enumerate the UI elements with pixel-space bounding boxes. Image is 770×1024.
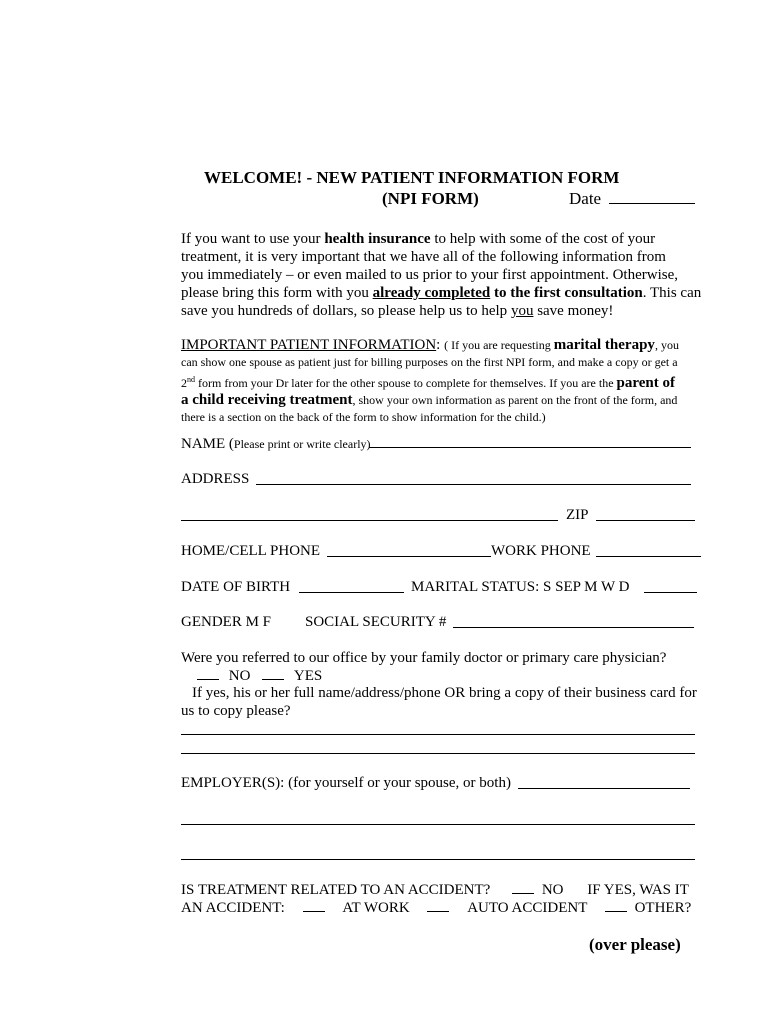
- ssn-label: SOCIAL SECURITY #: [305, 614, 447, 630]
- name-field[interactable]: NAME (Please print or write clearly): [181, 436, 371, 452]
- marital-status-label: MARITAL STATUS: S SEP M W D: [411, 579, 630, 595]
- referral-details-l1: If yes, his or her full name/address/phone OR bring a copy of their business card for: [192, 685, 697, 701]
- dob-label: DATE OF BIRTH: [181, 579, 291, 595]
- referral-no-blank[interactable]: [197, 666, 219, 680]
- intro-paragraph: If you want to use your health insurance to help with some of the cost of your treatment, it is very important that we have all of the following information from you immediately – or even mailed to us prior to your first appointment. Otherwise, please bring this form with you already completed to the first consultation. This can save you hundreds of dollars, so please help us to help you save money!: [181, 231, 702, 319]
- employer-line-3[interactable]: [181, 859, 695, 860]
- auto-accident-blank[interactable]: [427, 898, 449, 912]
- zip-line[interactable]: [596, 520, 695, 521]
- accident-type: AN ACCIDENT: AT WORK AUTO ACCIDENT OTHER?: [181, 900, 692, 916]
- dob-line[interactable]: [299, 592, 404, 593]
- date-blank[interactable]: [609, 190, 695, 204]
- work-phone-line[interactable]: [596, 556, 701, 557]
- important-info: IMPORTANT PATIENT INFORMATION: ( If you are requesting marital therapy, you can show one spouse as patient just for billing purposes on the first NPI form, and make a copy or get a 2nd form from your Dr later for the other spouse to complete for themselves. If you are the parent of a child receiving treatment, show your own information as parent on the front of the form, and there is a section on the back of the form to show information for the child.): [181, 337, 679, 424]
- over-please-note: (over please): [589, 935, 681, 954]
- address-line-2[interactable]: [181, 520, 558, 521]
- date-field[interactable]: [569, 189, 695, 209]
- referral-yes-blank[interactable]: [262, 666, 284, 680]
- zip-label: ZIP: [566, 507, 589, 523]
- ssn-line[interactable]: [453, 627, 694, 628]
- referral-details-l2: us to copy please?: [181, 703, 291, 719]
- employer-line[interactable]: [518, 788, 690, 789]
- address-line[interactable]: [256, 484, 691, 485]
- home-cell-phone-line[interactable]: [327, 556, 491, 557]
- date-label: Date: [569, 189, 602, 208]
- at-work-blank[interactable]: [303, 898, 325, 912]
- other-blank[interactable]: [605, 898, 627, 912]
- gender-label: GENDER M F: [181, 614, 272, 630]
- referral-question: Were you referred to our office by your family doctor or primary care physician?: [181, 650, 667, 666]
- address-label: ADDRESS: [181, 471, 250, 487]
- name-line[interactable]: [369, 447, 691, 448]
- referral-line-1[interactable]: [181, 734, 695, 735]
- home-cell-phone-label: HOME/CELL PHONE: [181, 543, 321, 559]
- work-phone-label: WORK PHONE: [491, 543, 591, 559]
- marital-status-line[interactable]: [644, 592, 697, 593]
- form-title: WELCOME! - NEW PATIENT INFORMATION FORM: [204, 168, 620, 187]
- employer-line-2[interactable]: [181, 824, 695, 825]
- form-subtitle: (NPI FORM): [382, 189, 479, 208]
- accident-question: IS TREATMENT RELATED TO AN ACCIDENT? NO IF YES, WAS IT: [181, 882, 689, 898]
- referral-line-2[interactable]: [181, 753, 695, 754]
- employer-label: EMPLOYER(S): (for yourself or your spouse, or both): [181, 775, 511, 791]
- accident-no-blank[interactable]: [512, 880, 534, 894]
- referral-options: NO YES: [197, 666, 322, 685]
